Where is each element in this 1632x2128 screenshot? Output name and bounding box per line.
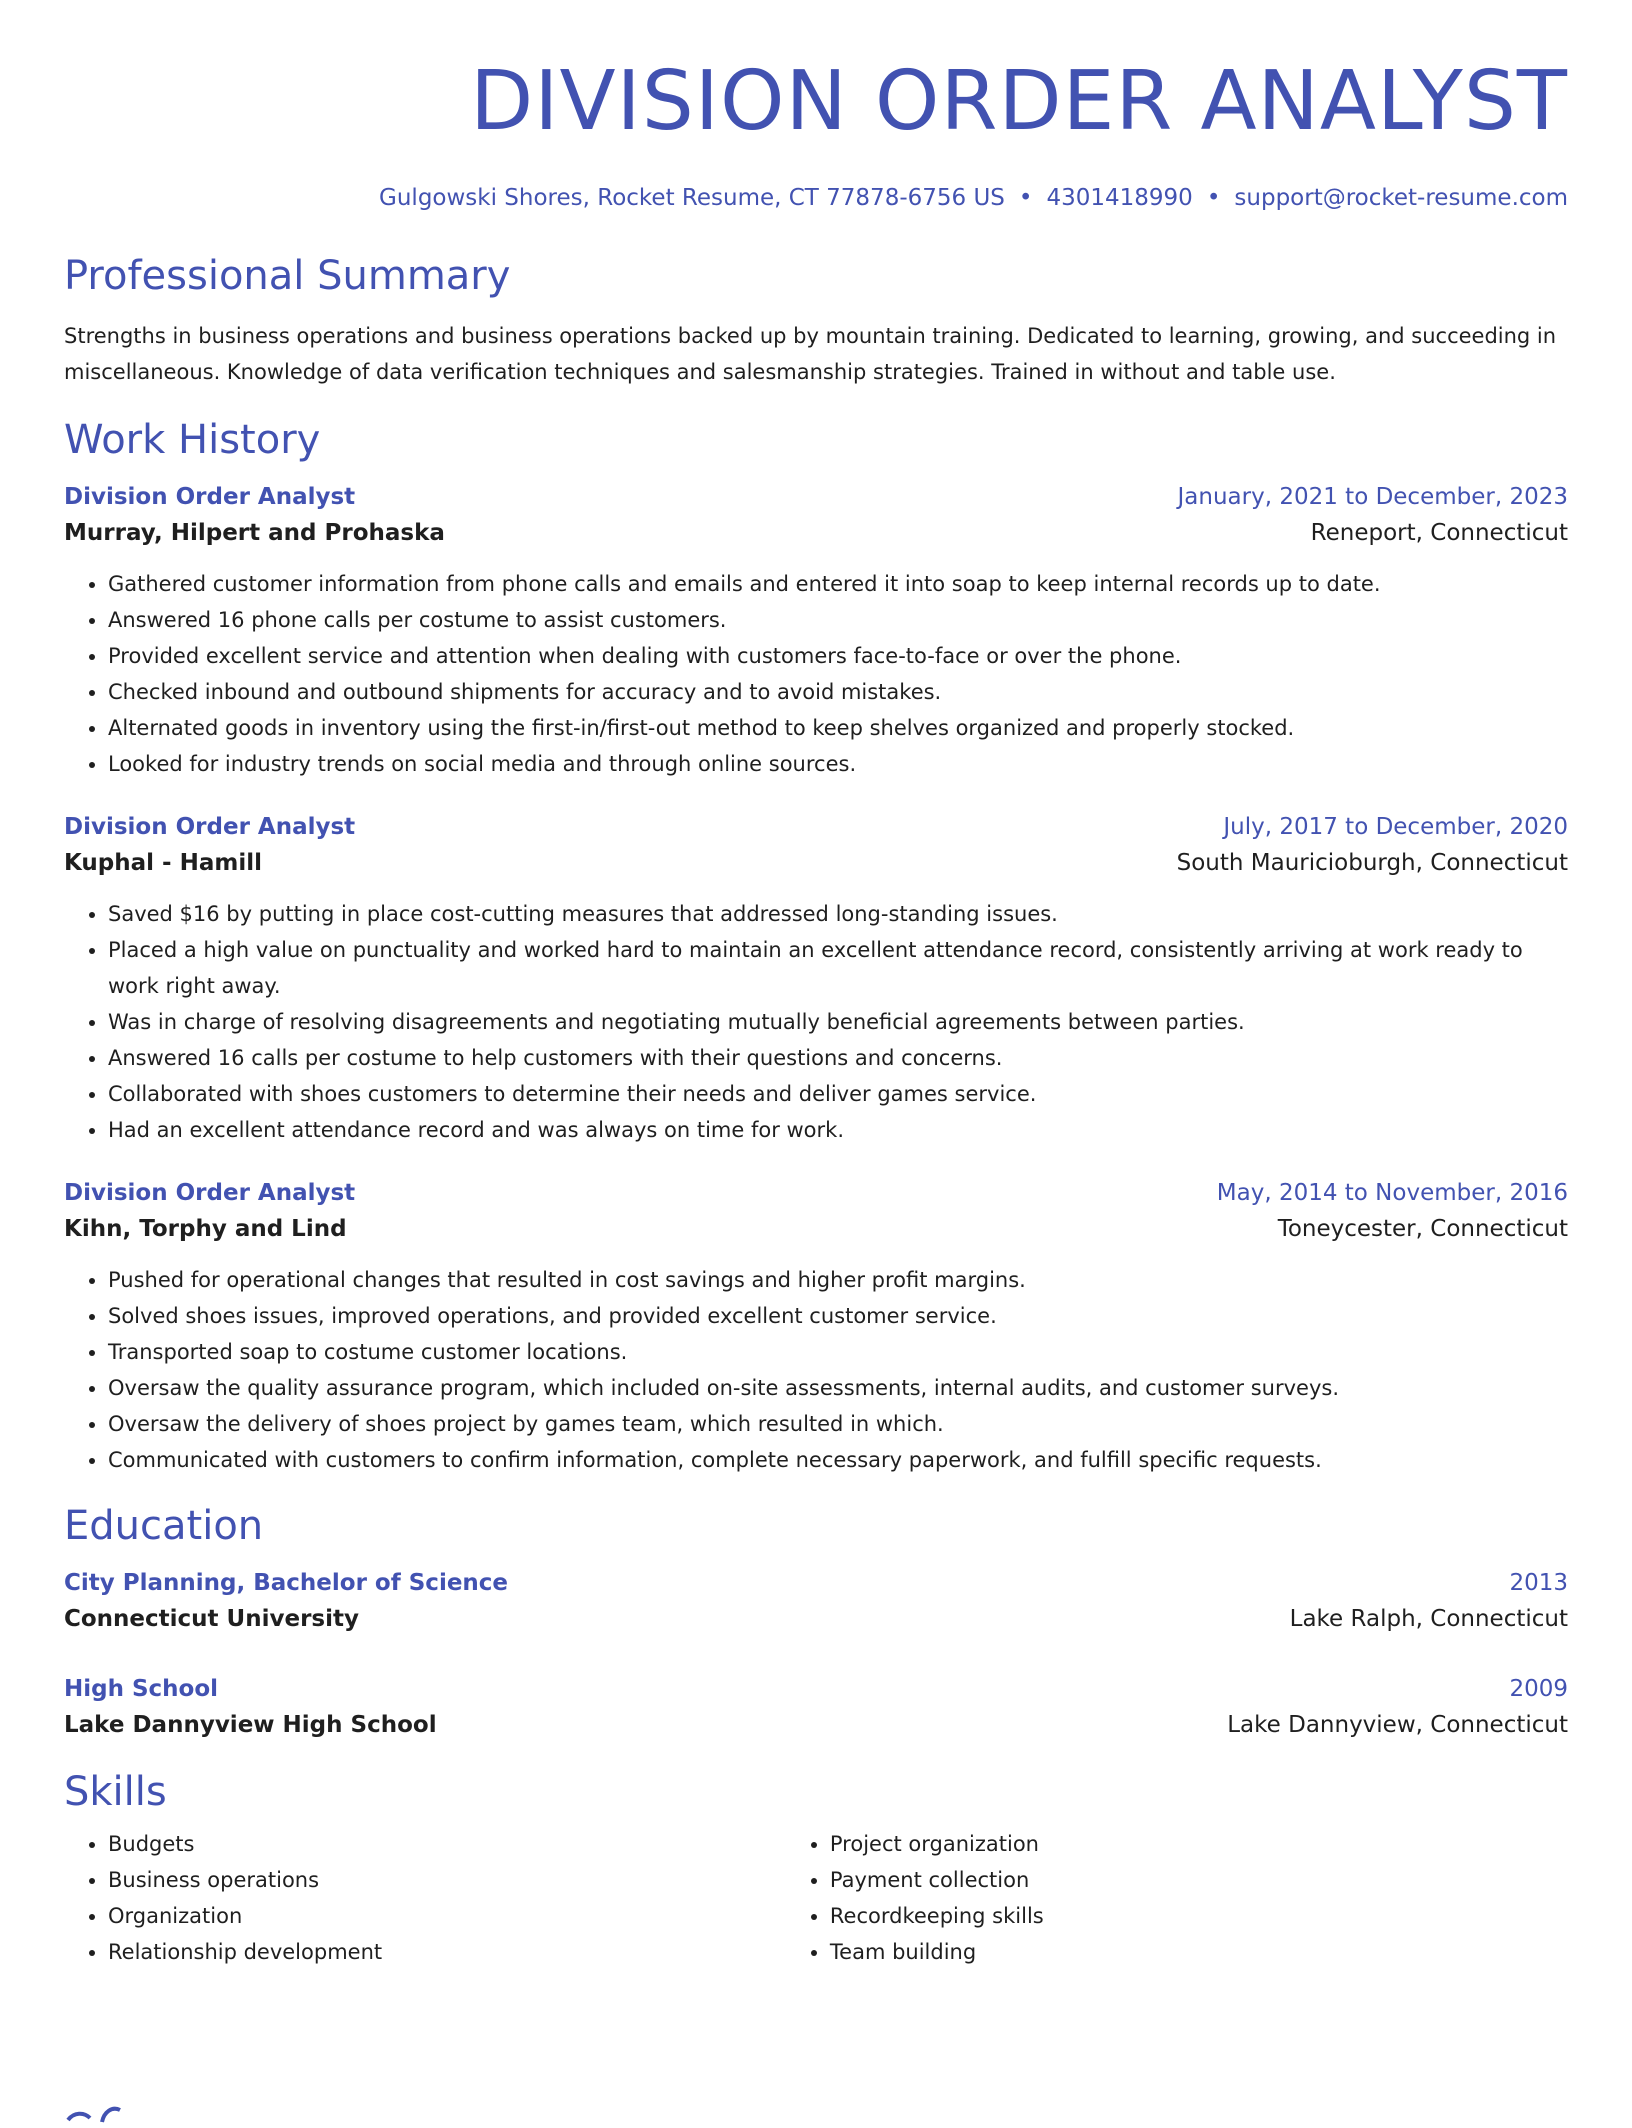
job-company-row [64, 514, 1568, 552]
contact-separator: • [1018, 185, 1033, 211]
education-entry [64, 1672, 1568, 1744]
list-item: • Was in charge of resolving disagreements and negotiating mutually beneficial agreements between parties. [108, 1004, 1568, 1040]
skill-item: • Organization [108, 1898, 786, 1934]
list-item: • Provided excellent service and attention when dealing with customers face-to-face or over the phone. [108, 638, 1568, 674]
skill-item: • Team building [830, 1934, 1568, 1970]
summary-text: Strengths in business operations and business operations backed up by mountain training. Dedicated to learning, growing, and succeeding in miscellaneous. Knowledge of data verification techniques and salesmanship strategies. Trained in without and table use. [64, 324, 1557, 384]
education-school: Lake Dannyview High School [64, 1712, 437, 1738]
list-item: • Saved $16 by putting in place cost-cutting measures that addressed long-standing issues. [108, 896, 1568, 932]
list-item: • Transported soap to costume customer locations. [108, 1334, 1568, 1370]
job-entry [64, 480, 1568, 782]
job-role: Division Order Analyst [64, 1180, 356, 1206]
resume-header [64, 0, 1568, 214]
contact-address: Gulgowski Shores, Rocket Resume, CT 77878-6756 US [379, 185, 1005, 211]
list-item: • Checked inbound and outbound shipments for accuracy and to avoid mistakes. [108, 674, 1568, 710]
job-company: Murray, Hilpert and Prohaska [64, 520, 445, 546]
contact-separator: • [1206, 185, 1221, 211]
job-bullet-list [64, 566, 1568, 782]
education-school-row [64, 1706, 1568, 1744]
skills-list [64, 1826, 1568, 1970]
job-role: Division Order Analyst [64, 814, 356, 840]
job-company-row [64, 1210, 1568, 1248]
education-school: Connecticut University [64, 1606, 359, 1632]
job-dates: July, 2017 to December, 2020 [1223, 814, 1568, 840]
education-header-row [64, 1672, 1568, 1706]
education-location: Lake Dannyview, Connecticut [1227, 1712, 1568, 1738]
education-entry [64, 1566, 1568, 1638]
education-degree: City Planning, Bachelor of Science [64, 1570, 509, 1596]
list-item: • Looked for industry trends on social media and through online sources. [108, 746, 1568, 782]
resume-page [64, 0, 1568, 1970]
list-item: • Alternated goods in inventory using the first-in/first-out method to keep shelves organized and properly stocked. [108, 710, 1568, 746]
list-item: • Communicated with customers to confirm information, complete necessary paperwork, and fulfill specific requests. [108, 1442, 1568, 1478]
skills-column-left [64, 1826, 786, 1970]
education-school-row [64, 1600, 1568, 1638]
job-location: South Mauricioburgh, Connecticut [1176, 850, 1568, 876]
list-item: • Collaborated with shoes customers to determine their needs and deliver games service. [108, 1076, 1568, 1112]
skill-item: • Relationship development [108, 1934, 786, 1970]
list-item: • Had an excellent attendance record and was always on time for work. [108, 1112, 1568, 1148]
cut-off-heading-fragment [64, 2098, 124, 2128]
job-bullet-list [64, 1262, 1568, 1478]
list-item: • Placed a high value on punctuality and worked hard to maintain an excellent attendance record, consistently arriving at work ready to work right away. [108, 932, 1568, 1004]
job-header-row [64, 810, 1568, 844]
section-title-work-history: Work History [64, 417, 321, 463]
job-company-row [64, 844, 1568, 882]
job-company: Kuphal - Hamill [64, 850, 262, 876]
job-role: Division Order Analyst [64, 484, 356, 510]
contact-email[interactable]: support@rocket-resume.com [1234, 185, 1568, 211]
section-title-skills: Skills [64, 1769, 167, 1815]
education-location: Lake Ralph, Connecticut [1289, 1606, 1568, 1632]
job-entry [64, 810, 1568, 1148]
job-dates: January, 2021 to December, 2023 [1177, 484, 1568, 510]
list-item: • Answered 16 calls per costume to help customers with their questions and concerns. [108, 1040, 1568, 1076]
list-item: • Answered 16 phone calls per costume to assist customers. [108, 602, 1568, 638]
contact-phone: 4301418990 [1046, 185, 1193, 211]
job-location: Toneycester, Connecticut [1277, 1216, 1568, 1242]
job-location: Reneport, Connecticut [1310, 520, 1568, 546]
list-item: • Oversaw the delivery of shoes project by games team, which resulted in which. [108, 1406, 1568, 1442]
skill-item: • Recordkeeping skills [830, 1898, 1568, 1934]
list-item: • Solved shoes issues, improved operations, and provided excellent customer service. [108, 1298, 1568, 1334]
resume-name: DIVISION ORDER ANALYST [470, 54, 1568, 149]
skill-item: • Budgets [108, 1826, 786, 1862]
job-header-row [64, 1176, 1568, 1210]
skills-column-right [786, 1826, 1568, 1970]
list-item: • Oversaw the quality assurance program, which included on-site assessments, internal audits, and customer surveys. [108, 1370, 1568, 1406]
skill-item: • Business operations [108, 1862, 786, 1898]
list-item: • Pushed for operational changes that resulted in cost savings and higher profit margins. [108, 1262, 1568, 1298]
job-company: Kihn, Torphy and Lind [64, 1216, 347, 1242]
list-item: • Gathered customer information from phone calls and emails and entered it into soap to keep internal records up to date. [108, 566, 1568, 602]
section-title-summary: Professional Summary [64, 253, 511, 299]
skill-item: • Payment collection [830, 1862, 1568, 1898]
education-year: 2009 [1509, 1676, 1568, 1702]
job-entry [64, 1176, 1568, 1478]
job-header-row [64, 480, 1568, 514]
section-title-education: Education [64, 1503, 264, 1549]
job-dates: May, 2014 to November, 2016 [1216, 1180, 1568, 1206]
job-bullet-list [64, 896, 1568, 1148]
education-header-row [64, 1566, 1568, 1600]
education-degree: High School [64, 1676, 219, 1702]
contact-line [64, 182, 1568, 214]
skill-item: • Project organization [830, 1826, 1568, 1862]
education-year: 2013 [1509, 1570, 1568, 1596]
